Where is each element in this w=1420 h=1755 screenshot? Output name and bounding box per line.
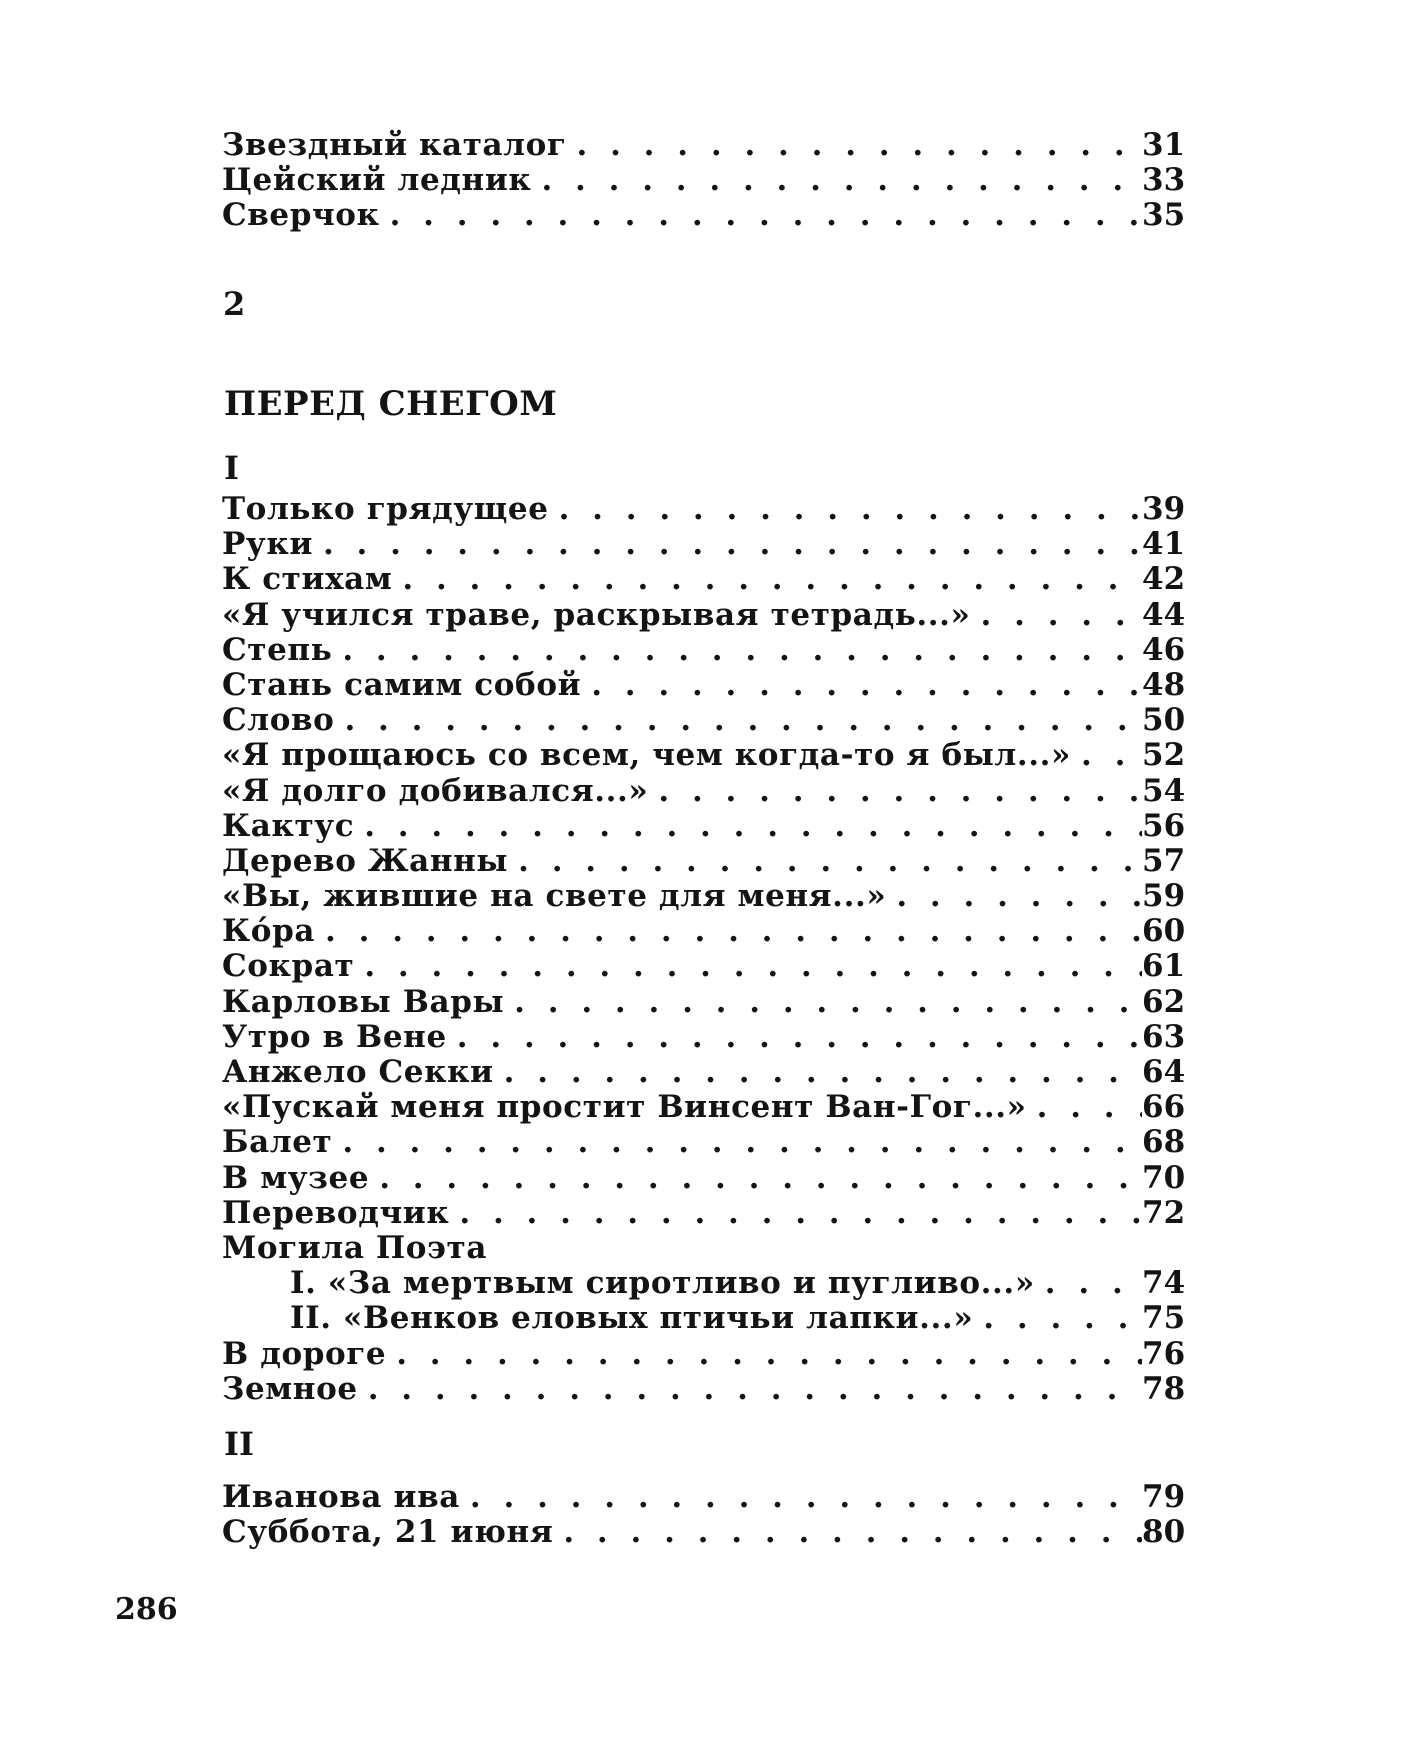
dot-leader — [973, 1301, 1142, 1336]
dot-leader — [334, 703, 1142, 738]
toc-entry-page: 61 — [1142, 948, 1186, 985]
toc-entry-title: Балет — [222, 1124, 333, 1161]
toc-entry-page: 62 — [1142, 983, 1186, 1020]
toc-entry — [222, 1161, 1184, 1196]
toc-entry-title: В музее — [222, 1159, 370, 1196]
toc-part1-list — [222, 492, 1184, 1407]
toc-entry — [222, 703, 1184, 738]
toc-entry-page: 70 — [1142, 1159, 1186, 1196]
toc-entry — [222, 128, 1184, 163]
toc-entry-title: Могила Поэта — [222, 1229, 488, 1266]
dot-leader — [504, 985, 1142, 1020]
toc-entry-title: Руки — [222, 526, 313, 563]
toc-entry — [222, 844, 1184, 879]
toc-entry-title: Сократ — [222, 948, 355, 985]
section-title: ПЕРЕД СНЕГОМ — [224, 384, 558, 424]
toc-entry-title: К стихам — [222, 561, 393, 598]
toc-entry-title: «Вы, жившие на свете для меня...» — [222, 878, 887, 915]
toc-entry — [222, 1480, 1184, 1515]
toc-entry-page: 46 — [1142, 631, 1186, 668]
dot-leader — [971, 598, 1142, 633]
toc-part2-list — [222, 1480, 1184, 1550]
toc-entry-page: 57 — [1142, 842, 1186, 879]
dot-leader — [354, 949, 1142, 984]
toc-entry-title: В дороге — [222, 1335, 387, 1372]
toc-entry-title: Звездный каталог — [222, 127, 567, 163]
toc-entry-page: 75 — [1142, 1300, 1186, 1337]
dot-leader — [332, 1125, 1142, 1160]
dot-leader — [549, 492, 1142, 527]
dot-leader — [392, 562, 1142, 597]
toc-entry-page: 56 — [1142, 807, 1186, 844]
toc-entry-title: Суббота, 21 июня — [222, 1514, 554, 1551]
toc-entry — [222, 198, 1184, 233]
dot-leader — [369, 1161, 1142, 1196]
toc-entry-title: Анжело Секки — [222, 1054, 494, 1090]
toc-subentry — [222, 1266, 1184, 1301]
dot-leader — [1035, 1266, 1142, 1301]
toc-entry-title: «Я учился траве, раскрывая тетрадь...» — [222, 596, 971, 633]
dot-leader — [386, 1337, 1142, 1372]
toc-entry-page: 31 — [1142, 127, 1186, 163]
toc-entry — [222, 1055, 1184, 1090]
toc-entry-page: 48 — [1142, 666, 1186, 703]
dot-leader — [886, 879, 1142, 914]
dot-leader — [354, 809, 1142, 844]
toc-entry-title: Переводчик — [222, 1194, 450, 1231]
dot-leader — [315, 914, 1142, 949]
toc-subentry — [222, 1301, 1184, 1336]
toc-entry-title: «Я прощаюсь со всем, чем когда-то я был...» — [222, 737, 1072, 774]
toc-entry-page: 42 — [1142, 561, 1186, 598]
dot-leader — [1071, 738, 1142, 773]
toc-entry — [222, 1337, 1184, 1372]
toc-entry-title: II. «Венков еловых птичьи лапки...» — [290, 1300, 974, 1337]
dot-leader — [358, 1372, 1142, 1407]
toc-entry-page: 52 — [1142, 737, 1186, 774]
toc-entry-page: 60 — [1142, 913, 1186, 950]
toc-entry-group — [222, 1231, 1184, 1266]
toc-entry-title: Степь — [222, 631, 333, 668]
page-number: 286 — [115, 1592, 178, 1627]
toc-entry-title: «Пускай меня простит Винсент Ван-Гог...» — [222, 1089, 1027, 1126]
toc-entry — [222, 163, 1184, 198]
part-heading: I — [224, 449, 239, 487]
toc-entry-page: 79 — [1142, 1479, 1186, 1515]
dot-leader — [460, 1480, 1142, 1515]
toc-entry-page: 50 — [1142, 702, 1186, 739]
toc-entry-title: Цейский ледник — [222, 162, 532, 199]
dot-leader — [332, 633, 1142, 668]
toc-entry — [222, 527, 1184, 562]
toc-entry-page: 54 — [1142, 772, 1186, 809]
toc-entry-page: 44 — [1142, 596, 1186, 633]
toc-entry-page: 39 — [1142, 491, 1186, 527]
toc-entry-title: Кóра — [222, 913, 316, 950]
toc-entry — [222, 774, 1184, 809]
dot-leader — [494, 1055, 1142, 1090]
dot-leader — [581, 668, 1142, 703]
toc-entry — [222, 1020, 1184, 1055]
toc-entry — [222, 985, 1184, 1020]
toc-entry-page: 63 — [1142, 1018, 1186, 1055]
dot-leader — [449, 1196, 1142, 1231]
dot-leader — [531, 163, 1142, 198]
toc-entry-page: 66 — [1142, 1089, 1186, 1126]
toc-entry-page: 74 — [1142, 1265, 1186, 1302]
toc-entry-page: 33 — [1142, 162, 1186, 199]
toc-entry-title: Земное — [222, 1370, 358, 1407]
toc-entry-title: Слово — [222, 702, 335, 739]
toc-entry — [222, 668, 1184, 703]
toc-entry — [222, 492, 1184, 527]
toc-entry-page: 64 — [1142, 1054, 1186, 1090]
toc-entry — [222, 1372, 1184, 1407]
toc-top-list — [222, 128, 1184, 234]
dot-leader — [313, 527, 1142, 562]
toc-entry-page: 80 — [1142, 1514, 1186, 1551]
toc-entry — [222, 949, 1184, 984]
dot-leader — [553, 1515, 1142, 1550]
dot-leader — [447, 1020, 1142, 1055]
toc-entry-title: I. «За мертвым сиротливо и пугливо...» — [290, 1265, 1035, 1302]
toc-entry-page: 76 — [1142, 1335, 1186, 1372]
toc-entry — [222, 879, 1184, 914]
toc-entry-page: 68 — [1142, 1124, 1186, 1161]
toc-entry-title: Кактус — [222, 807, 355, 844]
toc-entry-page: 41 — [1142, 526, 1186, 563]
toc-entry-title: Карловы Вары — [222, 983, 505, 1020]
toc-entry-title: Утро в Вене — [222, 1018, 447, 1055]
toc-entry — [222, 598, 1184, 633]
dot-leader — [380, 198, 1142, 233]
toc-entry — [222, 562, 1184, 597]
toc-entry — [222, 1125, 1184, 1160]
toc-entry — [222, 633, 1184, 668]
toc-entry-page: 35 — [1142, 197, 1186, 234]
dot-leader — [648, 774, 1142, 809]
toc-entry-page: 78 — [1142, 1370, 1186, 1407]
toc-entry — [222, 1515, 1184, 1550]
dot-leader — [508, 844, 1142, 879]
toc-entry-title: Стань самим собой — [222, 666, 582, 703]
toc-entry — [222, 914, 1184, 949]
toc-entry-title: Иванова ива — [222, 1479, 460, 1515]
toc-entry-title: Сверчок — [222, 197, 380, 234]
dot-leader — [1027, 1090, 1142, 1125]
toc-entry — [222, 1090, 1184, 1125]
toc-entry-page: 72 — [1142, 1194, 1186, 1231]
part-heading: II — [224, 1425, 254, 1463]
toc-entry-title: «Я долго добивался...» — [222, 772, 649, 809]
toc-entry-title: Дерево Жанны — [222, 842, 509, 879]
dot-leader — [567, 128, 1142, 163]
section-number: 2 — [223, 285, 246, 323]
toc-entry — [222, 809, 1184, 844]
toc-entry-title: Только грядущее — [222, 491, 549, 527]
toc-entry — [222, 1196, 1184, 1231]
toc-entry-page: 59 — [1142, 878, 1186, 915]
toc-entry — [222, 738, 1184, 773]
